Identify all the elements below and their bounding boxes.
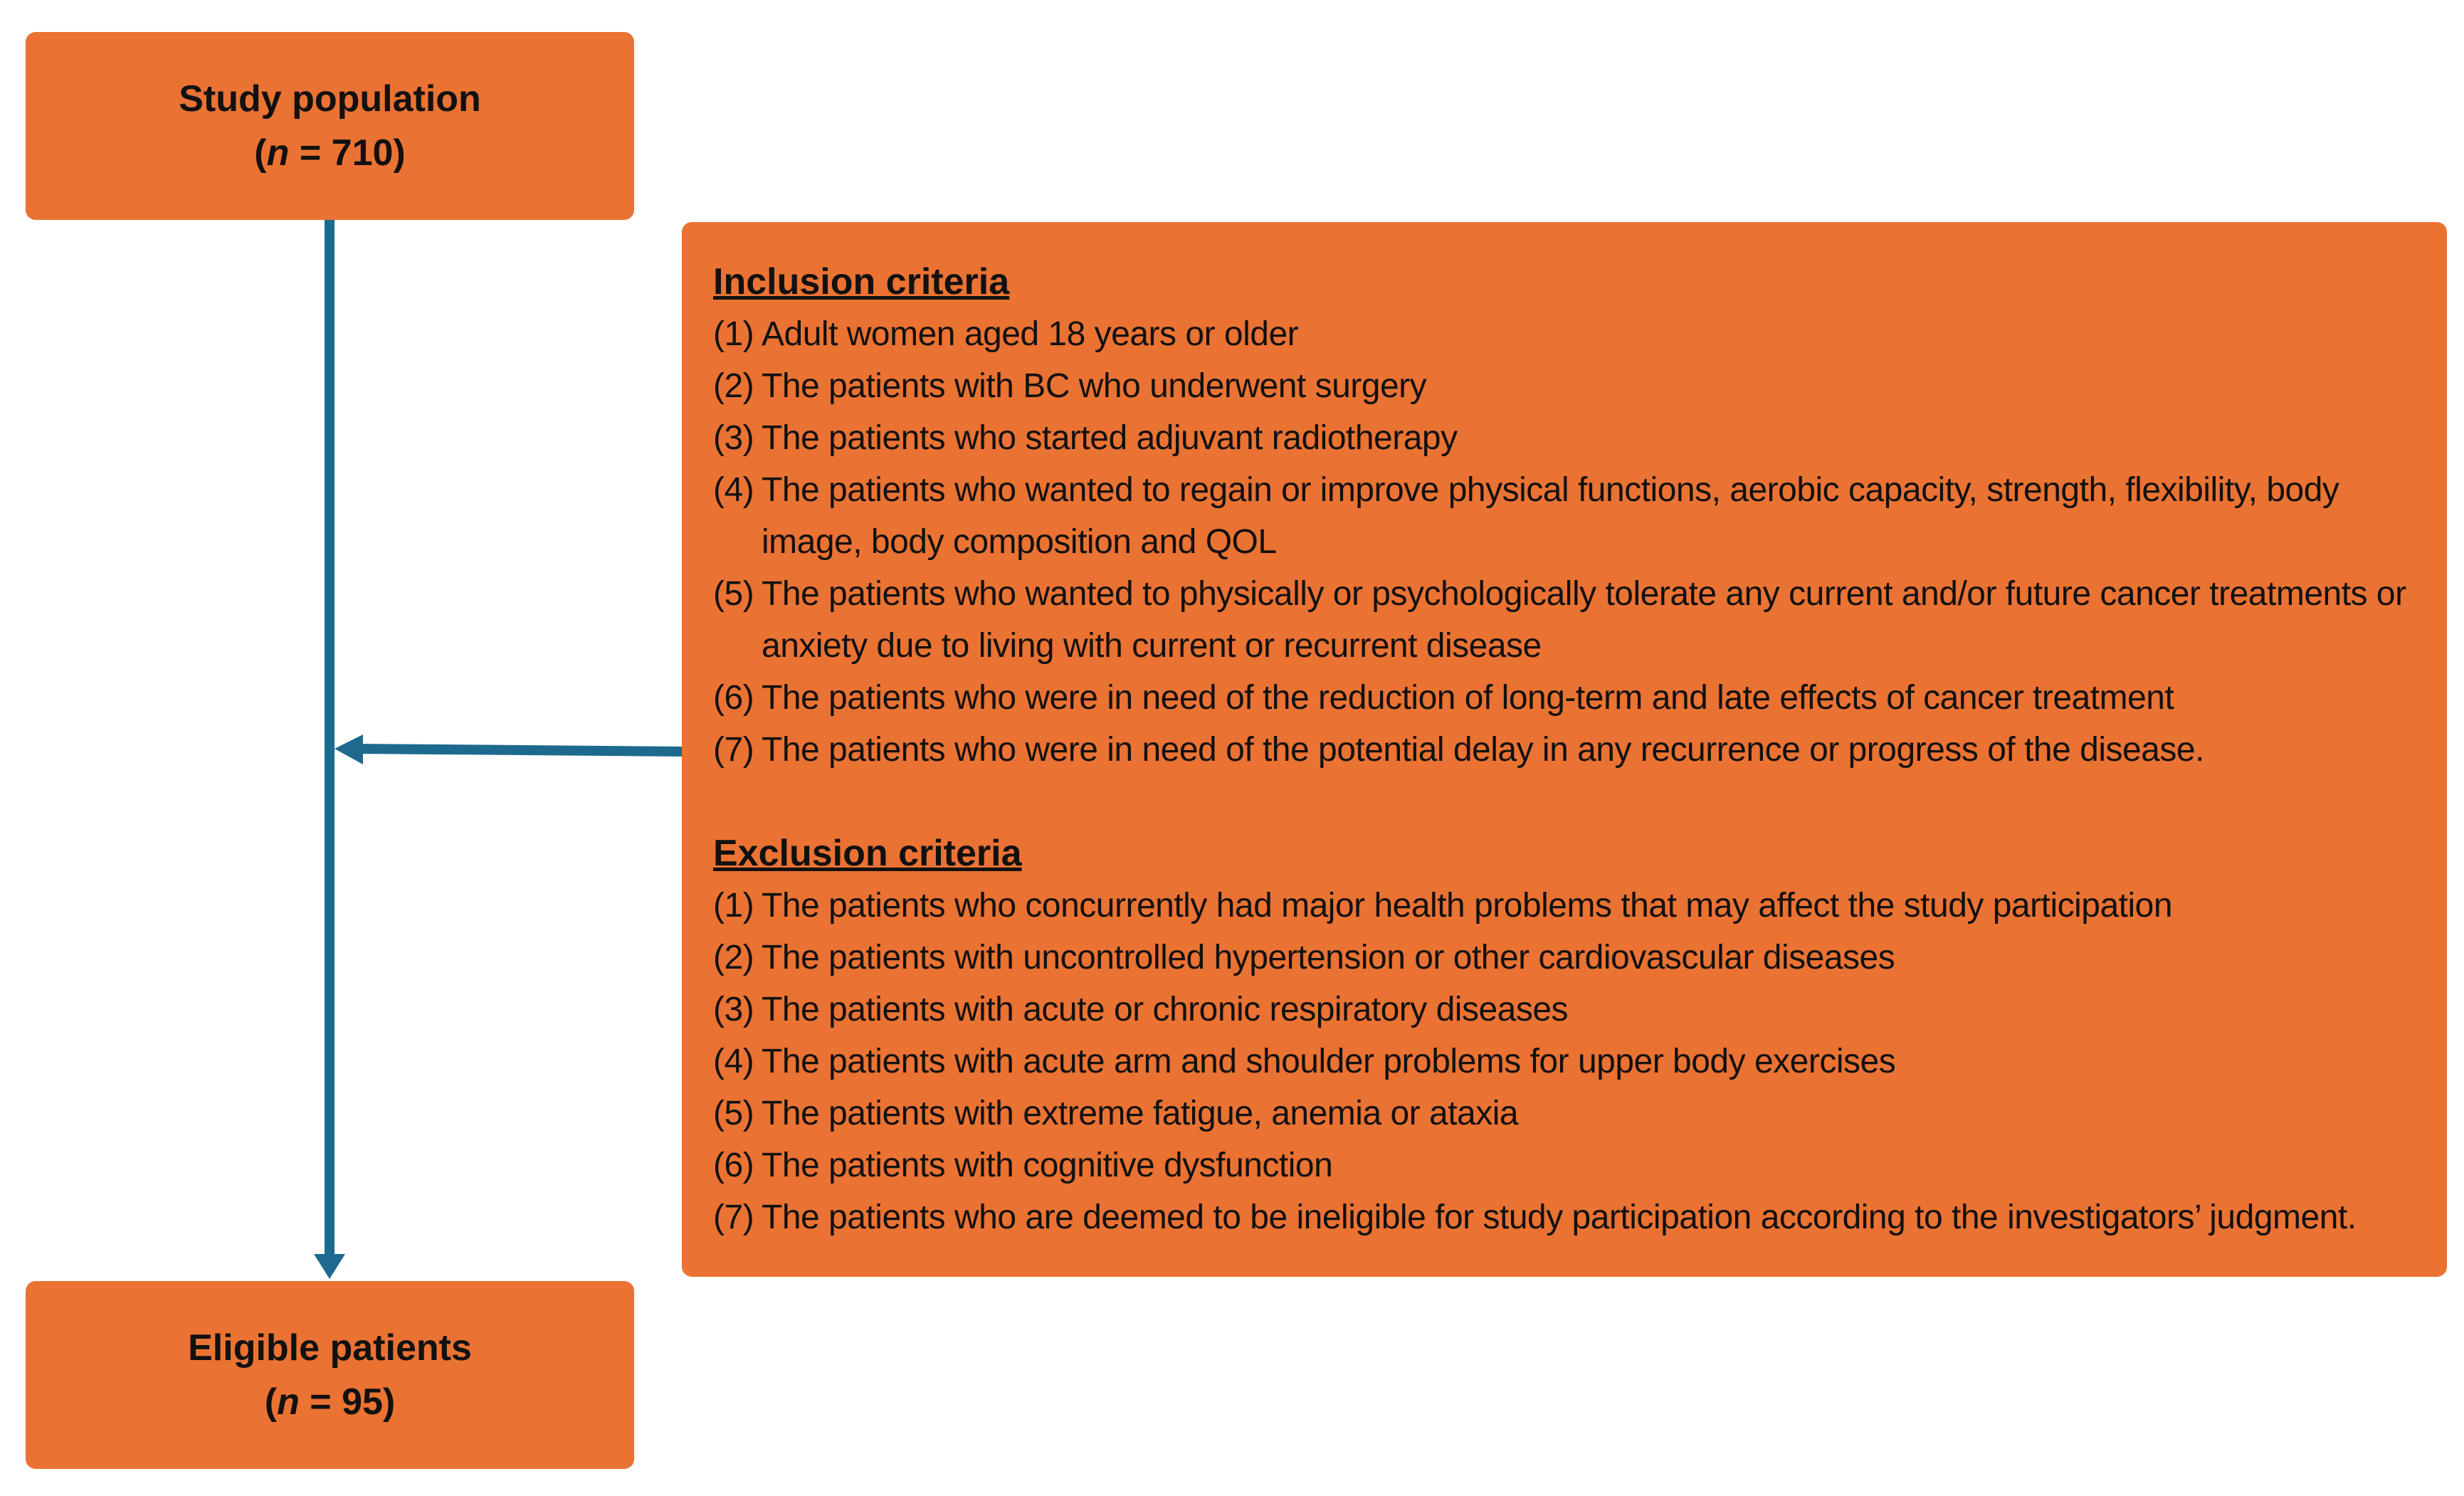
item-number: (5) [713, 1095, 754, 1132]
item-number: (5) [713, 575, 754, 613]
item-text: The patients with acute or chronic respiratory diseases [762, 991, 1569, 1028]
n-symbol: n [277, 1381, 300, 1423]
item-text: The patients with uncontrolled hypertension or other cardiovascular diseases [762, 939, 1895, 976]
study-population-label: Study population [179, 78, 481, 120]
item-text: The patients with acute arm and shoulder problems for upper body exercises [762, 1043, 1896, 1080]
n-value: = 710) [299, 132, 406, 174]
item-number: (7) [713, 731, 754, 769]
eligible-patients-label: Eligible patients [188, 1327, 472, 1369]
left-arrowhead-icon [335, 734, 363, 764]
n-value: = 95) [310, 1381, 396, 1423]
n-symbol: n [266, 132, 290, 174]
item-text: Adult women aged 18 years or older [762, 315, 1299, 353]
item-number: (4) [713, 471, 754, 509]
item-number: (6) [713, 1147, 754, 1184]
item-text: The patients who wanted to regain or improve physical functions, aerobic capacity, strength, flexibility, body image, body composition and QOL [762, 471, 2339, 561]
eligible-patients-count: (n = 95) [264, 1381, 396, 1423]
item-text: The patients who were in need of the potential delay in any recurrence or progress of the disease. [762, 731, 2204, 769]
criteria-branch-line [356, 749, 682, 752]
inclusion-heading: Inclusion criteria [713, 261, 1010, 302]
item-number: (2) [713, 367, 754, 405]
item-text: The patients with cognitive dysfunction [762, 1147, 1333, 1184]
exclusion-heading: Exclusion criteria [713, 833, 1022, 874]
item-text: The patients with extreme fatigue, anemia or ataxia [762, 1095, 1519, 1132]
item-text: The patients who wanted to physically or psychologically tolerate any current and/or future cancer treatments or anxiety due to living with current or recurrent disease [762, 575, 2406, 665]
study-population-count: (n = 710) [254, 132, 406, 174]
item-text: The patients who started adjuvant radiotherapy [762, 419, 1458, 457]
item-text: The patients with BC who underwent surgery [762, 367, 1427, 405]
item-text: The patients who were in need of the reduction of long-term and late effects of cancer treatment [762, 679, 2174, 717]
item-number: (3) [713, 991, 754, 1028]
item-number: (4) [713, 1043, 754, 1080]
item-number: (7) [713, 1199, 754, 1236]
item-text: The patients who are deemed to be ineligible for study participation according to the investigators’ judgment. [762, 1199, 2357, 1236]
item-number: (6) [713, 679, 754, 717]
item-number: (1) [713, 887, 754, 925]
item-number: (1) [713, 315, 754, 353]
item-number: (3) [713, 419, 754, 457]
item-text: The patients who concurrently had major health problems that may affect the study participation [762, 887, 2173, 925]
down-arrowhead-icon [314, 1254, 345, 1279]
item-number: (2) [713, 939, 754, 976]
